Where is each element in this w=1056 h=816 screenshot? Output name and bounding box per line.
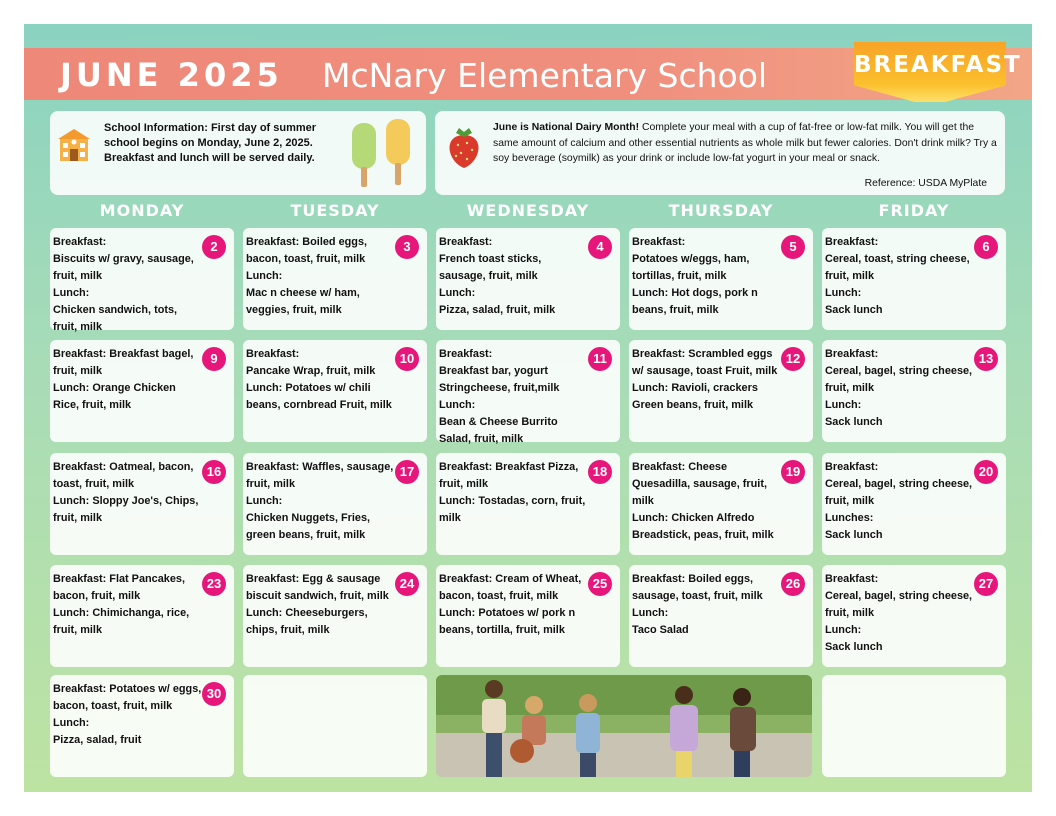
day-menu-text: Breakfast: Biscuits w/ gravy, sausage, fruit, milk Lunch: Chicken sandwich, tots, fruit, milk: [53, 236, 194, 333]
day-cell: [243, 228, 427, 330]
date-badge: 26: [781, 572, 805, 596]
date-badge: 23: [202, 572, 226, 596]
day-cell: [436, 340, 620, 445]
month-year-title: JUNE 2025: [60, 56, 283, 94]
dairy-month-lead: June is National Dairy Month!: [493, 122, 640, 133]
date-badge: 25: [588, 572, 612, 596]
date-badge: 17: [395, 460, 419, 484]
breakfast-badge: [854, 42, 1022, 102]
day-menu-text: Breakfast: Breakfast Pizza, fruit, milk Lunch: Tostadas, corn, fruit, milk: [439, 461, 586, 524]
day-menu-text: Breakfast: Cream of Wheat, bacon, toast, fruit, milk Lunch: Potatoes w/ pork n beans, tortilla, fruit, milk: [439, 573, 582, 636]
school-name-title: McNary Elementary School: [322, 56, 768, 95]
day-cell: [436, 453, 620, 555]
school-building-icon: [54, 125, 94, 165]
dairy-reference: Reference: USDA MyPlate: [864, 178, 987, 189]
day-cell: [243, 675, 427, 777]
day-menu-text: Breakfast: Egg & sausage biscuit sandwich, fruit, milk Lunch: Cheeseburgers, chips, fruit, milk: [246, 573, 389, 636]
date-badge: 24: [395, 572, 419, 596]
date-badge: 19: [781, 460, 805, 484]
kids-photo: [436, 675, 812, 777]
day-cell: [822, 228, 1006, 330]
day-cell: [243, 565, 427, 667]
day-cell: [822, 453, 1006, 555]
day-menu-text: Breakfast: Cereal, bagel, string cheese, fruit, milk Lunch: Sack lunch: [825, 573, 973, 653]
day-menu-text: Breakfast: Breakfast bagel, fruit, milk Lunch: Orange Chicken Rice, fruit, milk: [53, 348, 194, 411]
day-cell: [822, 565, 1006, 667]
day-cell: [50, 340, 234, 442]
day-menu-text: Breakfast: Breakfast bar, yogurt Stringcheese, fruit,milk Lunch: Bean & Cheese Burrito Salad, fruit, milk: [439, 348, 560, 445]
date-badge: 2: [202, 235, 226, 259]
dairy-month-text: [493, 120, 1001, 167]
day-menu-text: Breakfast: French toast sticks, sausage, fruit, milk Lunch: Pizza, salad, fruit, milk: [439, 236, 556, 316]
date-badge: 12: [781, 347, 805, 371]
day-menu-text: Breakfast: Boiled eggs, sausage, toast, fruit, milk Lunch: Taco Salad: [632, 573, 763, 636]
weekday-header: FRIDAY: [878, 201, 950, 220]
day-menu-text: Breakfast: Cereal, bagel, string cheese, fruit, milk Lunch: Sack lunch: [825, 348, 973, 428]
date-badge: 11: [588, 347, 612, 371]
day-cell: [822, 340, 1006, 442]
day-menu-text: Breakfast: Potatoes w/ eggs, bacon, toast, fruit, milk Lunch: Pizza, salad, fruit: [53, 683, 202, 746]
school-info-card: [50, 111, 426, 195]
day-cell: [629, 453, 813, 555]
day-menu-text: Breakfast: Waffles, sausage, fruit, milk Lunch: Chicken Nuggets, Fries, green beans, fruit, milk: [246, 461, 394, 541]
day-cell: [436, 228, 620, 330]
weekday-header: WEDNESDAY: [466, 201, 590, 220]
badge-label: BREAKFAST: [854, 52, 1022, 78]
school-info-text: School Information: First day of summer school begins on Monday, June 2, 2025. Breakfast and lunch will be served daily.: [104, 122, 317, 164]
date-badge: 9: [202, 347, 226, 371]
date-badge: 10: [395, 347, 419, 371]
day-cell: [629, 228, 813, 330]
date-badge: 20: [974, 460, 998, 484]
menu-calendar-page: [24, 24, 1032, 792]
date-badge: 30: [202, 682, 226, 706]
day-cell: [243, 340, 427, 442]
date-badge: 5: [781, 235, 805, 259]
date-badge: 27: [974, 572, 998, 596]
weekday-header: MONDAY: [99, 201, 185, 220]
date-badge: 6: [974, 235, 998, 259]
date-badge: 13: [974, 347, 998, 371]
strawberry-icon: [445, 125, 483, 169]
day-menu-text: Breakfast: Potatoes w/eggs, ham, tortillas, fruit, milk Lunch: Hot dogs, pork n beans, fruit, milk: [632, 236, 758, 316]
day-menu-text: Breakfast: Oatmeal, bacon, toast, fruit, milk Lunch: Sloppy Joe's, Chips, fruit, milk: [53, 461, 199, 524]
day-cell: [629, 565, 813, 667]
day-cell: [822, 675, 1006, 777]
weekday-header: TUESDAY: [290, 201, 380, 220]
day-cell: [50, 675, 234, 777]
date-badge: 16: [202, 460, 226, 484]
day-cell: [629, 340, 813, 442]
day-cell: [436, 565, 620, 667]
weekday-header: THURSDAY: [668, 201, 774, 220]
dairy-month-body: Complete your meal with a cup of fat-free or low-fat milk. You will get the same amount of calcium and other essential nutrients as whole milk but fewer calories. Don't drink milk? Try a soy beverage (soymilk) as your drink or include low-fat yogurt in your meal or snack.: [493, 122, 997, 164]
date-badge: 3: [395, 235, 419, 259]
day-cell: [50, 565, 234, 667]
day-menu-text: Breakfast: Flat Pancakes, bacon, fruit, milk Lunch: Chimichanga, rice, fruit, milk: [53, 573, 190, 636]
date-badge: 18: [588, 460, 612, 484]
day-menu-text: Breakfast: Cereal, bagel, string cheese, fruit, milk Lunches: Sack lunch: [825, 461, 973, 541]
date-badge: 4: [588, 235, 612, 259]
day-menu-text: Breakfast: Boiled eggs, bacon, toast, fruit, milk Lunch: Mac n cheese w/ ham, veggies, fruit, milk: [246, 236, 368, 316]
day-menu-text: Breakfast: Scrambled eggs w/ sausage, toast Fruit, milk Lunch: Ravioli, crackers Green beans, fruit, milk: [632, 348, 778, 411]
dairy-month-card: [435, 111, 1005, 195]
day-menu-text: Breakfast: Cheese Quesadilla, sausage, fruit, milk Lunch: Chicken Alfredo Breadstick, peas, fruit, milk: [632, 461, 774, 541]
day-menu-text: Breakfast: Cereal, toast, string cheese, fruit, milk Lunch: Sack lunch: [825, 236, 970, 316]
day-cell: [243, 453, 427, 555]
day-cell: [50, 228, 234, 333]
popsicle-icon: [342, 119, 420, 191]
day-cell: [50, 453, 234, 555]
day-menu-text: Breakfast: Pancake Wrap, fruit, milk Lunch: Potatoes w/ chili beans, cornbread Fruit, milk: [246, 348, 392, 411]
